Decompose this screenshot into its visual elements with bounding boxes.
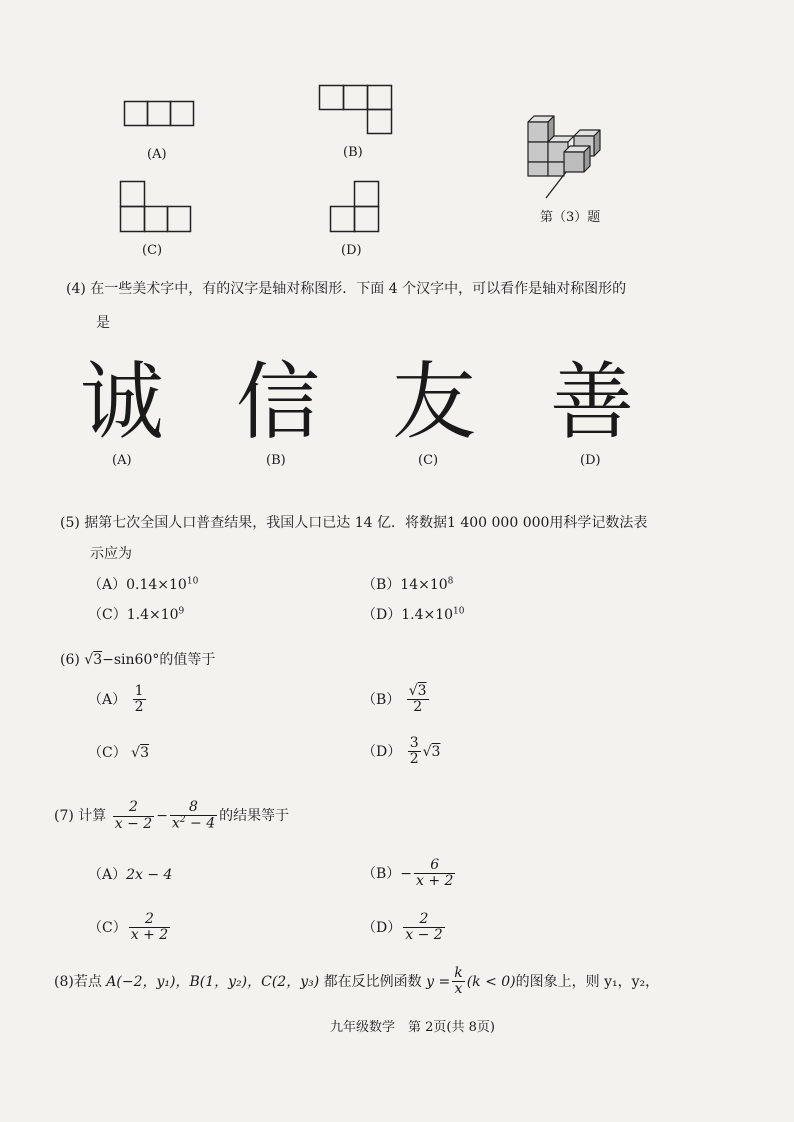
sqrt-icon: √ <box>131 745 141 761</box>
q6-stem: (6) √3−sin60°的值等于 <box>60 652 216 668</box>
sqrt-icon: √ <box>84 652 94 668</box>
q3-figure-b <box>319 85 393 135</box>
q7-option-d[interactable]: （D） $\frac{2}{x - 2}$ <box>362 911 443 944</box>
q5-stem-line2: 示应为 <box>90 546 132 562</box>
q3-label-d: (D) <box>341 243 362 258</box>
q4-char-a: 诚 <box>80 353 165 451</box>
q7-option-c[interactable]: （C） $\frac{2}{x + 2}$ <box>88 911 169 944</box>
q4-label-c: (C) <box>418 453 439 468</box>
q3-figure-c <box>120 181 192 233</box>
q4-label-a: (A) <box>112 453 132 468</box>
q4-stem-line2: 是 <box>96 315 110 331</box>
q3-label-c: (C) <box>142 243 163 258</box>
q4-char-b: 信 <box>236 353 321 451</box>
q4-char-c: 友 <box>392 353 477 451</box>
q6-option-b[interactable]: （B） $\frac{√3}{2}$ <box>362 683 427 716</box>
q5-option-c[interactable]: $(C)1.4\times 10^9$ <box>88 606 185 623</box>
q3-label-b: (B) <box>343 145 363 160</box>
q6-option-c[interactable]: （C） √3 <box>88 745 150 761</box>
q4-stem-line1: (4) 在一些美术字中，有的汉字是轴对称图形．下面 4 个汉字中，可以看作是轴对称图形的 <box>66 281 627 297</box>
q3-caption: 第（3）题 <box>540 210 601 225</box>
q7-option-b[interactable]: （B）− $\frac{6}{x + 2}$ <box>362 857 454 890</box>
q4-label-b: (B) <box>266 453 286 468</box>
q4-char-d: 善 <box>550 353 635 451</box>
q3-figure-d <box>330 181 380 233</box>
page-footer: 九年级数学 第 2页(共 8页) <box>330 1020 495 1035</box>
q5-option-a[interactable]: $(A)0.14\times 10^{10}$ <box>88 576 199 593</box>
sqrt-icon: √ <box>422 743 432 760</box>
q7-stem: (7) 计算 $\frac{2}{x - 2}$ − $\frac{8}{x^2 - 4}$ 的结果等于 <box>54 799 290 833</box>
q4-label-d: (D) <box>580 453 601 468</box>
sqrt-icon: √ <box>408 683 418 699</box>
q3-cube-stack <box>520 112 612 202</box>
q5-option-d[interactable]: $(D)1.4\times 10^{10}$ <box>362 606 465 623</box>
q8-stem: (8)若点 A(−2，y₁)，B(1，y₂)，C(2，y₃) 都在反比例函数 y = $\frac{k}{x}$ (k < 0)的图象上，则 y₁，y₂， <box>54 965 660 998</box>
q3-label-a: (A) <box>147 147 167 162</box>
q6-option-d[interactable]: （D） $\frac{3}{2}$ √3 <box>362 735 441 768</box>
q7-option-a[interactable]: （A）2x − 4 <box>88 867 173 883</box>
q3-figure-a <box>124 101 196 127</box>
q6-option-a[interactable]: （A） $\frac{1}{2}$ <box>88 683 144 716</box>
q5-stem-line1: (5) 据第七次全国人口普查结果，我国人口已达 14 亿．将数据1 400 000 000用科学记数法表 <box>60 515 648 531</box>
q5-option-b[interactable]: $(B)14\times 10^8$ <box>362 576 454 593</box>
